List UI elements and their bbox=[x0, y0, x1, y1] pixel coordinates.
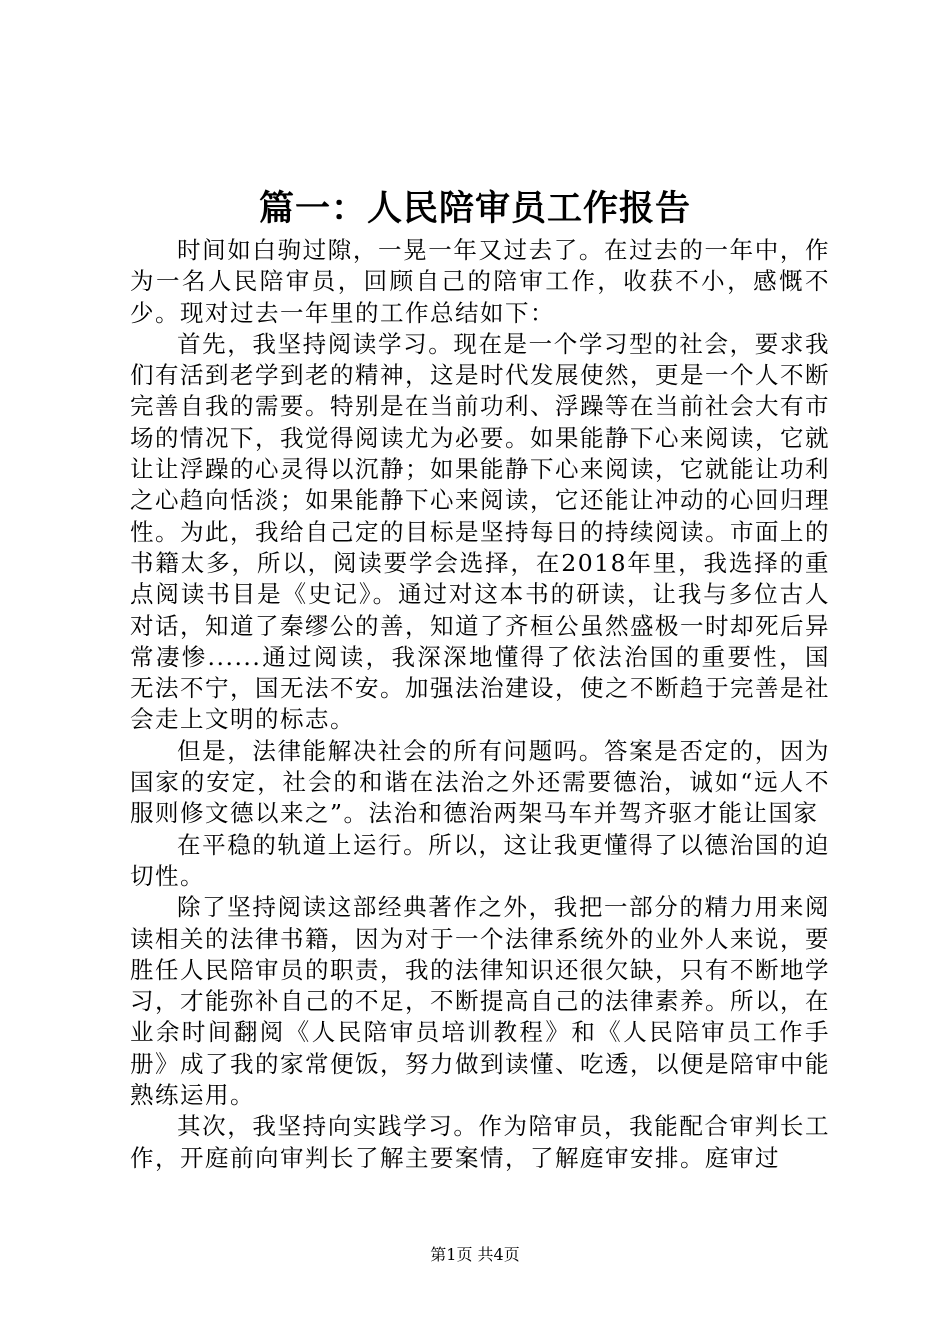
document-title: 篇一：人民陪审员工作报告 bbox=[258, 188, 691, 229]
paragraph: 其次，我坚持向实践学习。作为陪审员，我能配合审判长工作，开庭前向审判长了解主要案情，了解庭审安排。庭审过 bbox=[130, 1112, 830, 1172]
page-footer: 第1页 共4页 bbox=[430, 1245, 520, 1264]
paragraph: 在平稳的轨道上运行。所以，这让我更懂得了以德治国的迫切性。 bbox=[130, 830, 830, 890]
paragraph: 首先，我坚持阅读学习。现在是一个学习型的社会，要求我们有活到老学到老的精神，这是时代发展使然，更是一个人不断完善自我的需要。特别是在当前功利、浮躁等在当前社会大有市场的情况下，我觉得阅读尤为必要。如果能静下心来阅读，它就让让浮躁的心灵得以沉静；如果能静下心来阅读，它就能让功利之心趋向恬淡；如果能静下心来阅读，它还能让冲动的心回归理性。为此，我给自己定的目标是坚持每日的持续阅读。市面上的书籍太多，所以，阅读要学会选择，在2018年里，我选择的重点阅读书目是《史记》。通过对这本书的研读，让我与多位古人对话，知道了秦缪公的善，知道了齐桓公虽然盛极一时却死后异常凄惨......通过阅读，我深深地懂得了依法治国的重要性，国无法不宁，国无法不安。加强法治建设，使之不断趋于完善是社会走上文明的标志。 bbox=[130, 329, 830, 734]
document-body bbox=[130, 235, 830, 1174]
paragraph: 时间如白驹过隙，一晃一年又过去了。在过去的一年中，作为一名人民陪审员，回顾自己的陪审工作，收获不小，感慨不少。现对过去一年里的工作总结如下： bbox=[130, 236, 830, 327]
paragraph: 除了坚持阅读这部经典著作之外，我把一部分的精力用来阅读相关的法律书籍，因为对于一个法律系统外的业外人来说，要胜任人民陪审员的职责，我的法律知识还很欠缺，只有不断地学习，才能弥补自己的不足，不断提高自己的法律素养。所以，在业余时间翻阅《人民陪审员培训教程》和《人民陪审员工作手册》成了我的家常便饭，努力做到读懂、吃透，以便是陪审中能熟练运用。 bbox=[130, 893, 830, 1110]
paragraph: 但是，法律能解决社会的所有问题吗。答案是否定的，因为国家的安定，社会的和谐在法治之外还需要德治，诚如“远人不服则修文德以来之”。法治和德治两架马车并驾齐驱才能让国家 bbox=[130, 736, 830, 828]
